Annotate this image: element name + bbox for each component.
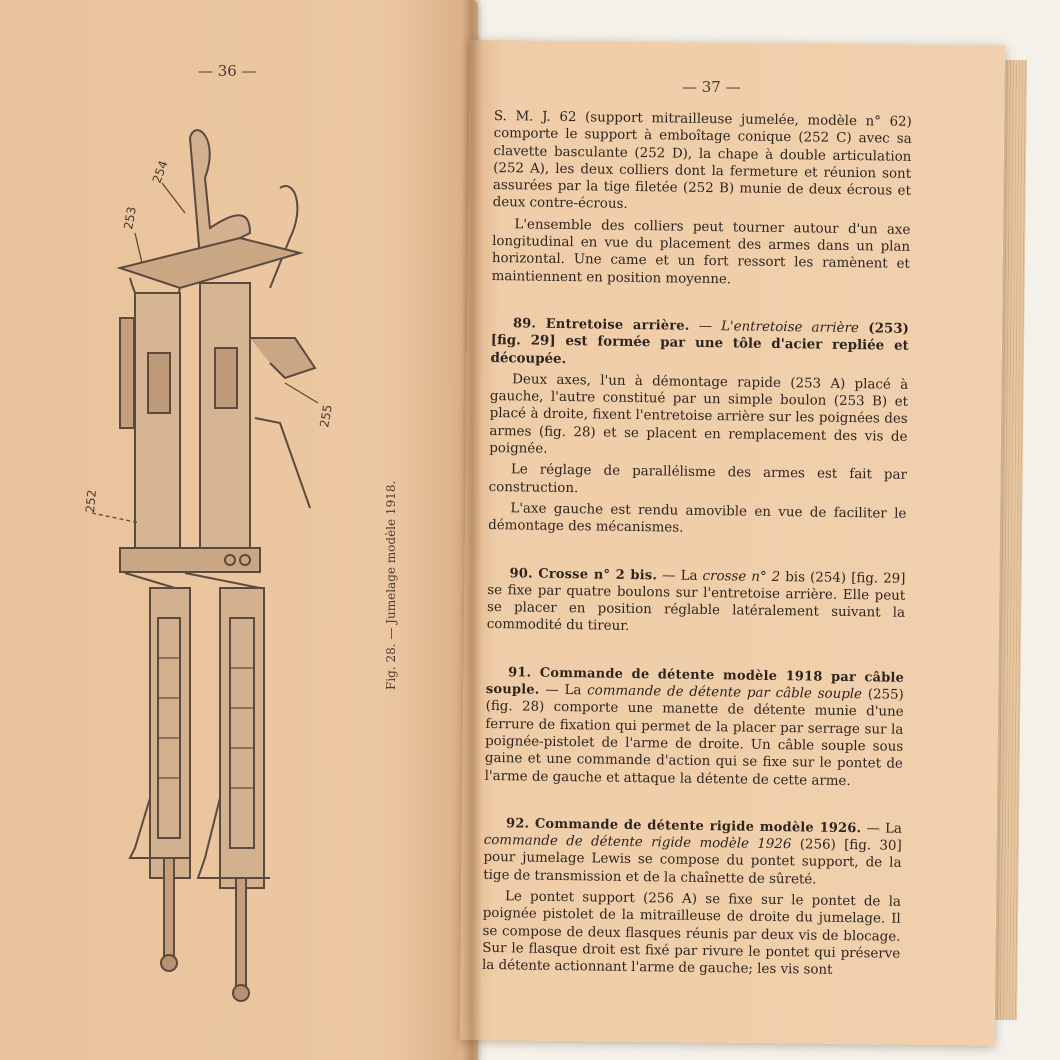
section-92 <box>482 815 902 980</box>
machine-gun-illustration <box>80 118 380 1018</box>
section-89 <box>488 315 909 540</box>
paragraph: L'axe gauche est rendu amovible en vue de faciliter le démontage des mécanismes. <box>488 501 907 536</box>
section-heading: 91. Commande de détente modèle 1918 par câble souple. <box>485 664 905 698</box>
page-number-left: — 36 — <box>198 62 257 80</box>
section-90 <box>487 564 906 639</box>
figure-label-255: 255 <box>317 403 335 429</box>
section-89-lead: 89. Entretoise arrière. — L'entretoise arrière (253) [fig. 29] est formée par une tôle d'acier repliée et découpée. <box>490 316 910 367</box>
section-91 <box>485 664 905 791</box>
intro-paragraph: S. M. J. 62 (support mitrailleuse jumelée, modèle n° 62) comporte le support à emboîtage conique (252 C) avec sa clavette basculante (252 D), la chape à double articulation (252 A), les deux colliers dont la fermeture et réunion sont assurées par la tige filetée (252 B) munie de deux écrous et deux contre-écrous. <box>492 108 912 213</box>
intro-paragraph: L'ensemble des colliers peut tourner autour d'un axe longitudinal en vue du placement des armes dans un plan horizontal. Une came et un fort ressort les ramènent et maintiennent en position moyenne. <box>491 217 911 287</box>
left-page: — 36 — 254 253 255 252 Fig. 28. — Jumelage modèle 1918. <box>0 0 478 1060</box>
page-number-right: — 37 — <box>682 78 741 96</box>
section-heading: 90. Crosse n° 2 bis. <box>509 565 658 583</box>
figure-label-254: 254 <box>149 158 171 186</box>
section-91-lead: 91. Commande de détente modèle 1918 par câble souple. — La commande de détente par câble souple (255) (fig. 28) comporte une manette de détente munie d'une ferrure de fixation qui permet de la placer par serrage sur la poignée-pistolet de l'arme de droite. Un câble souple sous gaine et une commande d'action qui se fixe sur le pontet de l'arme de gauche et attaque la détente de cette arme. <box>484 664 905 789</box>
right-page-text <box>482 108 912 980</box>
figure-label-253: 253 <box>121 205 139 231</box>
paragraph: Deux axes, l'un à démontage rapide (253 A) placé à gauche, l'autre constitué par un simple boulon (253 B) et placé à droite, fixent l'entretoise arrière sur les poignées des armes (fig. 28) et se placent en remplacement des vis de poignée. <box>489 372 909 457</box>
book-gutter <box>462 0 482 1060</box>
section-heading: 89. Entretoise arrière. <box>512 316 690 334</box>
section-92-lead: 92. Commande de détente rigide modèle 1926. — La commande de détente rigide modèle 1926 (256) [fig. 30] pour jumelage Lewis se compose du pontet support, de la tige de transmission et de la chaînette de sûreté. <box>483 816 903 888</box>
paragraph: Le pontet support (256 A) se fixe sur le pontet de la poignée pistolet de la mitrailleuse de droite du jumelage. Il se compose de deux flasques réunis par deux vis de blocage. Sur le flasque droit est fixé par rivure le pontet qui préserve la détente actionnant l'arme de gauche; les vis sont <box>481 889 902 978</box>
figure-label-252: 252 <box>83 489 99 514</box>
paragraph: Le réglage de parallélisme des armes est fait par construction. <box>488 462 908 496</box>
section-90-lead: 90. Crosse n° 2 bis. — La crosse n° 2 bis (254) [fig. 29] se fixe par quatre boulons sur l'entretoise arrière. Elle peut se placer en position réglable latéralement suivant la commodité du tireur. <box>486 565 906 635</box>
section-heading: 92. Commande de détente rigide modèle 1926. <box>505 816 862 836</box>
